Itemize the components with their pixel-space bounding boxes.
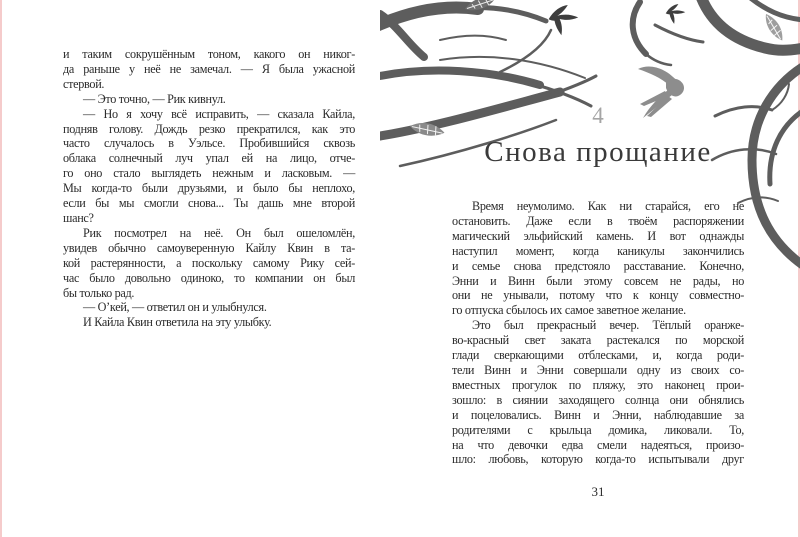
text-line: и таким сокрушённым тоном, какого он никог- bbox=[63, 47, 355, 61]
text-line: на что девочки едва смели надеяться, произо- bbox=[452, 437, 744, 452]
text-line: если бы мы смогли снова... Ты дашь мне второй bbox=[63, 196, 355, 211]
text-line: бы только рад. bbox=[63, 285, 135, 300]
text-line: Энни и Винн были этому совсем не рады, но bbox=[452, 273, 744, 288]
text-line: — О’кей, — ответил он и улыбнулся. bbox=[83, 300, 267, 315]
text-line: го оно стало выглядеть нежным и ласковым. — bbox=[63, 166, 355, 181]
left-page-edge-line bbox=[0, 0, 2, 537]
text-line: Это был прекрасный вечер. Тёплый оранже- bbox=[472, 318, 744, 333]
text-line: подняв голову. Дождь резко прекратился, как это bbox=[63, 121, 355, 136]
text-line: — Но я хочу всё исправить, — сказала Кайла, bbox=[83, 106, 355, 121]
text-line: да раньше у неё не замечал. — Я была ужасной bbox=[63, 61, 355, 76]
text-line: — Это точно, — Рик кивнул. bbox=[83, 91, 226, 106]
text-line: они не унывали, потому что к концу совместно- bbox=[452, 288, 744, 303]
text-line: стервой. bbox=[63, 76, 105, 91]
text-line: и поцеловались. Винн и Энни, наблюдавшие за bbox=[452, 407, 744, 422]
text-line: во-красный свет заката растекался по морской bbox=[452, 333, 744, 348]
text-line: шанс? bbox=[63, 210, 94, 225]
text-line: го отпуска сбылось их самое заветное желание. bbox=[452, 303, 686, 318]
chapter-number: 4 bbox=[592, 103, 604, 128]
text-line: шло: любовь, которую когда-то испытывали друг bbox=[452, 452, 744, 467]
text-line: наступил момент, когда каникулы закончились bbox=[452, 243, 744, 258]
text-line: остановить. Даже если в твоём распоряжении bbox=[452, 213, 744, 228]
text-line: И Кайла Квин ответила на эту улыбку. bbox=[83, 315, 272, 330]
bird-silhouette-icon bbox=[666, 4, 686, 24]
text-line: увидев обычно самоуверенную Кайлу Квин в та- bbox=[63, 240, 355, 255]
text-line: час было довольно одиноко, то компании он был bbox=[63, 270, 355, 285]
text-line: облака солнечный луч упал ей на лицо, отче- bbox=[63, 151, 355, 166]
bird-silhouette-icon bbox=[549, 5, 579, 35]
text-line: глади сверкающими отблесками, и, когда роди- bbox=[452, 348, 744, 363]
left-page-text bbox=[63, 47, 355, 330]
text-line: зошло: в сиянии заходящего солнца они обнялись bbox=[452, 392, 744, 407]
text-line: тели Винн и Энни совершали одну из своих со- bbox=[452, 362, 744, 377]
text-line: часто случалось в Уэльсе. Пробившийся сквозь bbox=[63, 136, 355, 151]
text-line: магический эльфийский камень. И вот однажды bbox=[452, 228, 744, 243]
text-line: родителями с крыльца домика, ликовали. То, bbox=[452, 422, 744, 437]
page-number: 31 bbox=[591, 484, 605, 499]
text-line: вместных прогулок по пляжу, это наконец прои- bbox=[452, 377, 744, 392]
chapter-title: Снова прощание bbox=[484, 136, 712, 168]
right-page-text bbox=[452, 199, 744, 467]
text-line: Время неумолимо. Как ни старайся, его не bbox=[472, 199, 744, 213]
text-line: и семье снова предстояло расставание. Конечно, bbox=[452, 258, 744, 273]
text-line: Мы когда-то были друзьями, и было бы неплохо, bbox=[63, 181, 355, 196]
text-line: Рик посмотрел на неё. Он был ошеломлён, bbox=[83, 225, 355, 240]
text-line: кой растерянности, а поскольку самому Рику сей- bbox=[63, 255, 355, 270]
